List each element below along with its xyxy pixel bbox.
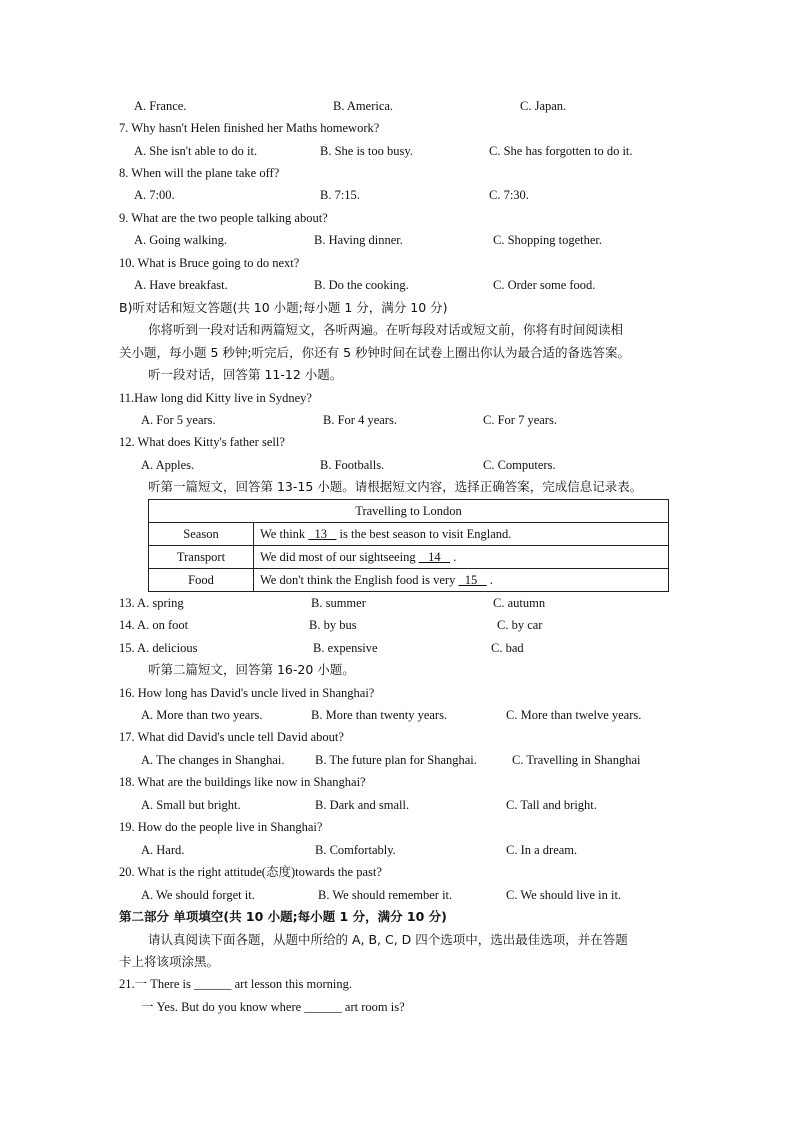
q7-option-a: A. She isn't able to do it.: [134, 144, 258, 158]
q19-option-a: A. Hard.: [141, 843, 185, 857]
blank-15: 15: [458, 572, 487, 587]
part2-instruction-1: 请认真阅读下面各题，从题中所给的 A, B, C, D 四个选项中，选出最佳选项，并在答题: [148, 932, 628, 947]
q12-option-c: C. Computers.: [483, 458, 556, 472]
q16-option-c: C. More than twelve years.: [506, 708, 642, 722]
section-b-heading: B)听对话和短文答题(共 10 小题;每小题 1 分，满分 10 分): [119, 300, 448, 315]
q20-option-c: C. We should live in it.: [506, 888, 622, 902]
q9-option-c: C. Shopping together.: [493, 233, 603, 247]
q11-option-a: A. For 5 years.: [141, 413, 216, 427]
q10-option-c: C. Order some food.: [493, 278, 596, 292]
table-row: [149, 523, 669, 546]
table-row-label: Food: [149, 569, 254, 592]
dialog-intro: 听一段对话，回答第 11-12 小题。: [148, 367, 343, 382]
q16-option-a: A. More than two years.: [141, 708, 263, 722]
q21-line-1: 21.一 There is ______ art lesson this morning.: [119, 977, 352, 991]
q20-option-a: A. We should forget it.: [141, 888, 255, 902]
q9-stem: 9. What are the two people talking about?: [119, 211, 328, 225]
q20-option-b: B. We should remember it.: [318, 888, 453, 902]
q12-option-b: B. Footballs.: [320, 458, 385, 472]
q17-option-c: C. Travelling in Shanghai: [512, 753, 641, 767]
q18-option-b: B. Dark and small.: [315, 798, 410, 812]
part2-heading: 第二部分 单项填空(共 10 小题;每小题 1 分，满分 10 分): [119, 909, 447, 924]
q14-option-c: C. by car: [497, 618, 543, 632]
q8-option-b: B. 7:15.: [320, 188, 360, 202]
q16-option-b: B. More than twenty years.: [311, 708, 448, 722]
q12-option-a: A. Apples.: [141, 458, 195, 472]
q17-option-a: A. The changes in Shanghai.: [141, 753, 285, 767]
q18-option-a: A. Small but bright.: [141, 798, 241, 812]
q13-option-c: C. autumn: [493, 596, 546, 610]
table-row-label: Transport: [149, 546, 254, 569]
q18-option-c: C. Tall and bright.: [506, 798, 597, 812]
q6-option-c: C. Japan.: [520, 99, 567, 113]
q20-stem: 20. What is the right attitude(态度)towards the past?: [119, 865, 382, 879]
q7-stem: 7. Why hasn't Helen finished her Maths homework?: [119, 121, 380, 135]
part2-instruction-2: 卡上将该项涂黑。: [119, 954, 220, 969]
q9-option-b: B. Having dinner.: [314, 233, 403, 247]
q19-option-b: B. Comfortably.: [315, 843, 396, 857]
q8-stem: 8. When will the plane take off?: [119, 166, 280, 180]
q10-option-b: B. Do the cooking.: [314, 278, 409, 292]
q17-option-b: B. The future plan for Shanghai.: [315, 753, 477, 767]
q12-stem: 12. What does Kitty's father sell?: [119, 435, 285, 449]
section-b-instruction-2: 关小题，每小题 5 秒钟;听完后，你还有 5 秒钟时间在试卷上圈出你认为最合适的备选答案。: [119, 345, 631, 360]
table-row: [149, 569, 669, 592]
q16-stem: 16. How long has David's uncle lived in Shanghai?: [119, 686, 375, 700]
passage1-intro: 听第一篇短文，回答第 13-15 小题。请根据短文内容，选择正确答案，完成信息记录表。: [148, 479, 643, 494]
q11-option-b: B. For 4 years.: [323, 413, 397, 427]
q21-line-2: 一 Yes. But do you know where ______ art room is?: [141, 1000, 405, 1014]
table-row-label: Season: [149, 523, 254, 546]
q9-option-a: A. Going walking.: [134, 233, 228, 247]
q15-option-c: C. bad: [491, 641, 524, 655]
blank-13: 13: [308, 526, 337, 541]
passage2-intro: 听第二篇短文，回答第 16-20 小题。: [148, 662, 355, 677]
q7-option-c: C. She has forgotten to do it.: [489, 144, 633, 158]
q14-option-a: 14. A. on foot: [119, 618, 189, 632]
info-record-table: [148, 499, 669, 592]
q19-stem: 19. How do the people live in Shanghai?: [119, 820, 323, 834]
q10-option-a: A. Have breakfast.: [134, 278, 228, 292]
q14-option-b: B. by bus: [309, 618, 357, 632]
q8-option-a: A. 7:00.: [134, 188, 175, 202]
q13-option-b: B. summer: [311, 596, 366, 610]
table-title: Travelling to London: [149, 500, 669, 523]
table-row-text: We don't think the English food is very 15 .: [254, 569, 669, 592]
blank-14: 14: [418, 549, 450, 564]
table-row-text: We did most of our sightseeing 14 .: [254, 546, 669, 569]
q7-option-b: B. She is too busy.: [320, 144, 413, 158]
q11-stem: 11.Haw long did Kitty live in Sydney?: [119, 391, 312, 405]
q15-option-b: B. expensive: [313, 641, 378, 655]
q10-stem: 10. What is Bruce going to do next?: [119, 256, 300, 270]
table-row: [149, 546, 669, 569]
q11-option-c: C. For 7 years.: [483, 413, 557, 427]
q6-option-b: B. America.: [333, 99, 394, 113]
q13-option-a: 13. A. spring: [119, 596, 184, 610]
table-row-text: We think 13 is the best season to visit England.: [254, 523, 669, 546]
q17-stem: 17. What did David's uncle tell David about?: [119, 730, 344, 744]
q18-stem: 18. What are the buildings like now in Shanghai?: [119, 775, 366, 789]
q6-option-a: A. France.: [134, 99, 187, 113]
q15-option-a: 15. A. delicious: [119, 641, 198, 655]
section-b-instruction-1: 你将听到一段对话和两篇短文，各听两遍。在听每段对话或短文前，你将有时间阅读相: [148, 322, 624, 337]
q8-option-c: C. 7:30.: [489, 188, 529, 202]
q19-option-c: C. In a dream.: [506, 843, 578, 857]
